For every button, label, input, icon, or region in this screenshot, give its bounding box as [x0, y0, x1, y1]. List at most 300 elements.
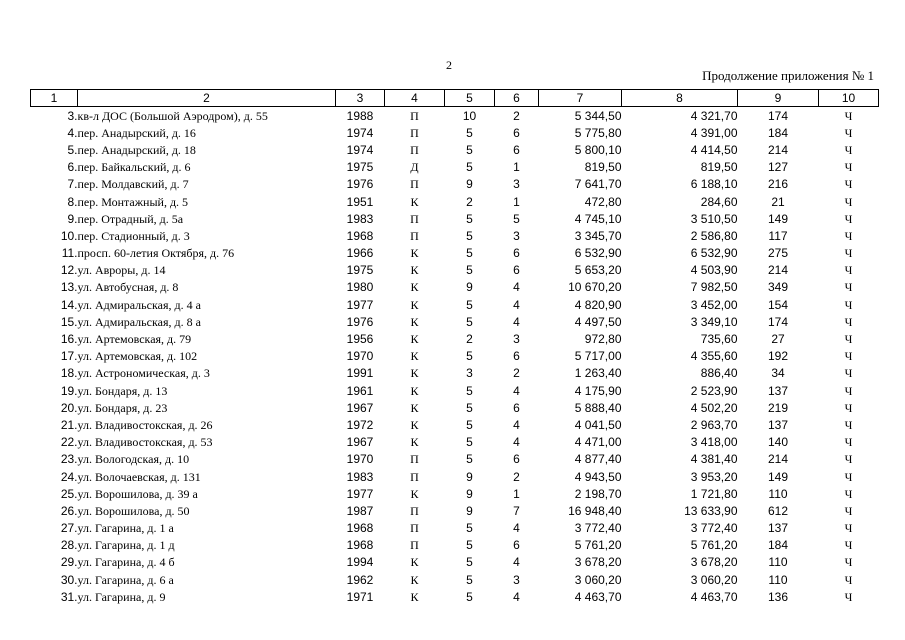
cell-apartments: 110	[768, 572, 788, 587]
table-row	[31, 348, 879, 365]
cell-total-area: 4 041,50	[574, 417, 622, 432]
cell-entrances: 6	[513, 349, 520, 364]
cell-apartments: 137	[767, 417, 789, 432]
cell-row-number: 19.	[60, 383, 78, 398]
table-row	[31, 399, 879, 416]
cell-address: ул. Гагарина, д. 1 д	[77, 538, 175, 553]
cell-row-number: 5.	[67, 142, 78, 157]
cell-wall-material: К	[410, 400, 419, 415]
cell-status: Ч	[844, 177, 853, 192]
cell-address: ул. Адмиральская, д. 8 а	[77, 314, 201, 329]
cell-status: Ч	[844, 486, 853, 501]
cell-entrances: 3	[513, 572, 520, 587]
cell-status: Ч	[844, 194, 853, 209]
cell-total-area: 5 344,50	[574, 108, 622, 123]
cell-address: пер. Монтажный, д. 5	[77, 194, 189, 209]
cell-address: ул. Бондаря, д. 23	[77, 400, 168, 415]
cell-status: Ч	[844, 228, 853, 243]
cell-address: пер. Отрадный, д. 5а	[77, 211, 184, 226]
cell-total-area: 4 745,10	[574, 211, 622, 226]
table-row	[31, 365, 879, 382]
cell-floors: 5	[466, 435, 473, 450]
cell-address: ул. Гагарина, д. 6 а	[77, 572, 174, 587]
cell-build-year: 1975	[346, 263, 374, 278]
table-row	[31, 416, 879, 433]
cell-floors: 5	[466, 452, 473, 467]
cell-row-number: 16.	[60, 332, 78, 347]
cell-wall-material: К	[410, 349, 419, 364]
column-header-7: 7	[539, 90, 622, 107]
cell-floors: 9	[466, 177, 473, 192]
cell-wall-material: К	[410, 332, 419, 347]
cell-address: просп. 60-летия Октября, д. 76	[77, 246, 235, 261]
cell-row-number: 31.	[60, 589, 78, 604]
cell-living-area: 3 349,10	[690, 314, 738, 329]
cell-entrances: 6	[513, 452, 520, 467]
table-row	[31, 296, 879, 313]
cell-row-number: 28.	[60, 538, 78, 553]
cell-wall-material: П	[410, 108, 419, 123]
cell-status: Ч	[844, 417, 853, 432]
cell-wall-material: П	[410, 469, 419, 484]
header-row	[31, 90, 879, 107]
column-header-5: 5	[445, 90, 495, 107]
cell-address: ул. Волочаевская, д. 131	[77, 469, 201, 484]
cell-row-number: 13.	[60, 280, 78, 295]
cell-apartments: 275	[767, 246, 789, 261]
cell-entrances: 6	[513, 246, 520, 261]
cell-status: Ч	[844, 297, 853, 312]
cell-wall-material: П	[410, 177, 419, 192]
cell-floors: 9	[466, 486, 473, 501]
cell-address: пер. Байкальский, д. 6	[77, 160, 191, 175]
cell-status: Ч	[844, 246, 853, 261]
table-row	[31, 159, 879, 176]
cell-status: Ч	[844, 572, 853, 587]
cell-total-area: 4 943,50	[574, 469, 622, 484]
cell-row-number: 8.	[67, 194, 78, 209]
cell-floors: 5	[466, 521, 473, 536]
cell-apartments: 174	[767, 314, 789, 329]
cell-total-area: 5 800,10	[574, 142, 622, 157]
cell-wall-material: К	[410, 263, 419, 278]
cell-total-area: 4 463,70	[574, 589, 622, 604]
cell-build-year: 1971	[346, 589, 374, 604]
cell-address: ул. Автобусная, д. 8	[77, 280, 179, 295]
cell-status: Ч	[844, 108, 853, 123]
cell-living-area: 886,40	[700, 366, 738, 381]
cell-address: ул. Владивостокская, д. 26	[77, 417, 213, 432]
cell-build-year: 1951	[346, 194, 374, 209]
cell-entrances: 4	[513, 417, 520, 432]
cell-total-area: 4 471,00	[574, 435, 622, 450]
appendix-continuation-label: Продолжение приложения № 1	[702, 68, 874, 83]
cell-floors: 5	[466, 297, 473, 312]
table-row	[31, 279, 879, 296]
cell-status: Ч	[844, 314, 853, 329]
table-row	[31, 502, 879, 519]
cell-living-area: 3 953,20	[690, 469, 738, 484]
cell-wall-material: П	[410, 452, 419, 467]
cell-row-number: 3.	[67, 108, 78, 123]
cell-address: ул. Адмиральская, д. 4 а	[77, 297, 201, 312]
cell-total-area: 4 497,50	[574, 314, 622, 329]
table-row	[31, 382, 879, 399]
cell-wall-material: К	[410, 486, 419, 501]
cell-apartments: 136	[767, 589, 789, 604]
cell-apartments: 34	[771, 366, 785, 381]
cell-living-area: 3 060,20	[690, 572, 738, 587]
housing-table	[30, 89, 879, 605]
cell-entrances: 4	[513, 383, 520, 398]
cell-wall-material: К	[410, 246, 419, 261]
cell-total-area: 972,80	[584, 332, 622, 347]
cell-build-year: 1976	[346, 314, 374, 329]
cell-floors: 5	[466, 314, 473, 329]
cell-living-area: 3 678,20	[690, 555, 738, 570]
cell-total-area: 3 060,20	[574, 572, 622, 587]
cell-living-area: 6 532,90	[690, 246, 738, 261]
cell-living-area: 4 414,50	[690, 142, 738, 157]
cell-wall-material: К	[410, 314, 419, 329]
cell-status: Ч	[844, 125, 853, 140]
cell-address: ул. Вологодская, д. 10	[77, 452, 190, 467]
cell-build-year: 1974	[346, 125, 374, 140]
cell-total-area: 5 717,00	[574, 349, 622, 364]
cell-status: Ч	[844, 263, 853, 278]
cell-total-area: 1 263,40	[574, 366, 622, 381]
cell-floors: 5	[466, 555, 473, 570]
cell-status: Ч	[844, 589, 853, 604]
column-header-3: 3	[336, 90, 385, 107]
cell-row-number: 22.	[60, 435, 78, 450]
cell-wall-material: К	[410, 280, 419, 295]
cell-living-area: 13 633,90	[684, 503, 738, 518]
cell-entrances: 4	[513, 435, 520, 450]
cell-build-year: 1968	[346, 228, 374, 243]
cell-total-area: 10 670,20	[568, 280, 622, 295]
cell-entrances: 6	[513, 263, 520, 278]
cell-wall-material: П	[410, 211, 419, 226]
cell-status: Ч	[844, 435, 853, 450]
cell-apartments: 149	[767, 211, 789, 226]
cell-floors: 5	[466, 263, 473, 278]
cell-apartments: 214	[767, 263, 789, 278]
cell-apartments: 219	[767, 400, 789, 415]
column-header-2: 2	[78, 90, 336, 107]
cell-total-area: 5 888,40	[574, 400, 622, 415]
cell-build-year: 1970	[346, 349, 374, 364]
cell-address: ул. Артемовская, д. 102	[77, 349, 198, 364]
cell-row-number: 9.	[67, 211, 78, 226]
cell-apartments: 214	[767, 142, 789, 157]
cell-total-area: 5 761,20	[574, 538, 622, 553]
cell-floors: 5	[466, 349, 473, 364]
table-body	[31, 107, 879, 606]
cell-wall-material: П	[410, 142, 419, 157]
cell-living-area: 4 503,90	[690, 263, 738, 278]
cell-address: пер. Стадионный, д. 3	[77, 228, 190, 243]
column-header-4: 4	[385, 90, 445, 107]
cell-apartments: 27	[771, 332, 785, 347]
cell-row-number: 24.	[60, 469, 78, 484]
cell-wall-material: К	[410, 366, 419, 381]
cell-total-area: 3 772,40	[574, 521, 622, 536]
cell-living-area: 4 502,20	[690, 400, 738, 415]
cell-floors: 5	[466, 383, 473, 398]
cell-build-year: 1977	[346, 297, 374, 312]
table-row	[31, 451, 879, 468]
cell-floors: 5	[466, 400, 473, 415]
cell-living-area: 2 586,80	[690, 228, 738, 243]
cell-apartments: 110	[768, 555, 788, 570]
cell-total-area: 3 345,70	[574, 228, 622, 243]
cell-living-area: 4 391,00	[690, 125, 738, 140]
cell-address: пер. Молдавский, д. 7	[77, 177, 189, 192]
cell-wall-material: П	[410, 521, 419, 536]
cell-entrances: 7	[513, 503, 520, 518]
cell-status: Ч	[844, 366, 853, 381]
page-number: 2	[446, 58, 452, 72]
cell-wall-material: К	[410, 555, 419, 570]
table-row	[31, 434, 879, 451]
cell-status: Ч	[844, 400, 853, 415]
cell-build-year: 1962	[346, 572, 374, 587]
cell-apartments: 117	[768, 228, 788, 243]
cell-status: Ч	[844, 503, 853, 518]
cell-status: Ч	[844, 349, 853, 364]
cell-build-year: 1975	[346, 160, 374, 175]
cell-build-year: 1980	[346, 280, 374, 295]
cell-entrances: 3	[513, 177, 520, 192]
cell-row-number: 14.	[60, 297, 78, 312]
cell-apartments: 612	[767, 503, 789, 518]
cell-entrances: 1	[513, 160, 520, 175]
cell-row-number: 17.	[60, 349, 78, 364]
cell-living-area: 4 463,70	[690, 589, 738, 604]
cell-entrances: 5	[513, 211, 520, 226]
table-row	[31, 124, 879, 141]
cell-living-area: 5 761,20	[690, 538, 738, 553]
cell-build-year: 1970	[346, 452, 374, 467]
cell-build-year: 1988	[346, 108, 374, 123]
cell-row-number: 25.	[60, 486, 78, 501]
cell-address: пер. Анадырский, д. 18	[77, 142, 196, 157]
cell-total-area: 4 820,90	[574, 297, 622, 312]
cell-living-area: 4 381,40	[690, 452, 738, 467]
table-row	[31, 520, 879, 537]
cell-living-area: 6 188,10	[690, 177, 738, 192]
cell-address: ул. Авроры, д. 14	[77, 263, 166, 278]
cell-living-area: 1 721,80	[690, 486, 738, 501]
table-row	[31, 193, 879, 210]
cell-entrances: 2	[513, 108, 520, 123]
cell-living-area: 4 321,70	[690, 108, 738, 123]
cell-total-area: 3 678,20	[574, 555, 622, 570]
cell-address: ул. Астрономическая, д. 3	[77, 366, 210, 381]
cell-status: Ч	[844, 521, 853, 536]
cell-status: Ч	[844, 332, 853, 347]
cell-address: ул. Гагарина, д. 4 б	[77, 555, 175, 570]
table-row	[31, 468, 879, 485]
cell-apartments: 21	[771, 194, 785, 209]
cell-apartments: 174	[767, 108, 789, 123]
cell-floors: 5	[466, 160, 473, 175]
cell-apartments: 137	[767, 521, 789, 536]
cell-row-number: 4.	[67, 125, 78, 140]
cell-floors: 5	[466, 417, 473, 432]
cell-row-number: 11.	[61, 246, 78, 261]
cell-floors: 5	[466, 538, 473, 553]
table-row	[31, 141, 879, 158]
cell-address: ул. Ворошилова, д. 39 а	[77, 486, 198, 501]
cell-total-area: 16 948,40	[568, 503, 622, 518]
cell-build-year: 1994	[346, 555, 374, 570]
cell-entrances: 1	[513, 486, 520, 501]
cell-total-area: 472,80	[584, 194, 622, 209]
cell-build-year: 1976	[346, 177, 374, 192]
cell-entrances: 3	[513, 228, 520, 243]
cell-floors: 5	[466, 142, 473, 157]
cell-entrances: 2	[513, 469, 520, 484]
cell-row-number: 27.	[60, 521, 78, 536]
cell-row-number: 21.	[60, 417, 78, 432]
column-header-1: 1	[31, 90, 78, 107]
cell-status: Ч	[844, 383, 853, 398]
cell-living-area: 3 510,50	[690, 211, 738, 226]
cell-floors: 5	[466, 589, 473, 604]
cell-entrances: 4	[513, 297, 520, 312]
cell-apartments: 149	[767, 469, 789, 484]
cell-address: пер. Анадырский, д. 16	[77, 125, 196, 140]
cell-row-number: 29.	[60, 555, 78, 570]
cell-floors: 5	[466, 228, 473, 243]
cell-wall-material: К	[410, 589, 419, 604]
cell-apartments: 349	[767, 280, 789, 295]
cell-build-year: 1967	[346, 435, 374, 450]
cell-total-area: 6 532,90	[574, 246, 622, 261]
cell-floors: 2	[466, 194, 473, 209]
cell-build-year: 1983	[346, 469, 374, 484]
cell-row-number: 26.	[60, 503, 78, 518]
cell-apartments: 137	[767, 383, 789, 398]
cell-wall-material: К	[410, 417, 419, 432]
cell-row-number: 30.	[60, 572, 78, 587]
cell-floors: 10	[462, 108, 477, 123]
cell-entrances: 1	[513, 194, 520, 209]
cell-build-year: 1977	[346, 486, 374, 501]
cell-total-area: 7 641,70	[574, 177, 622, 192]
cell-apartments: 110	[768, 486, 788, 501]
cell-apartments: 184	[767, 538, 789, 553]
cell-floors: 9	[466, 503, 473, 518]
cell-status: Ч	[844, 452, 853, 467]
cell-total-area: 4 877,40	[574, 452, 622, 467]
cell-status: Ч	[844, 142, 853, 157]
table-row	[31, 537, 879, 554]
cell-floors: 2	[466, 332, 473, 347]
table-row	[31, 210, 879, 227]
cell-build-year: 1987	[346, 503, 374, 518]
cell-build-year: 1991	[346, 366, 374, 381]
cell-entrances: 6	[513, 125, 520, 140]
cell-floors: 5	[466, 246, 473, 261]
cell-build-year: 1961	[346, 383, 374, 398]
cell-wall-material: П	[410, 228, 419, 243]
cell-entrances: 4	[513, 521, 520, 536]
cell-wall-material: К	[410, 435, 419, 450]
cell-total-area: 4 175,90	[574, 383, 622, 398]
cell-row-number: 7.	[67, 177, 78, 192]
cell-entrances: 4	[513, 280, 520, 295]
cell-address: ул. Гагарина, д. 9	[77, 589, 166, 604]
cell-apartments: 214	[767, 452, 789, 467]
cell-living-area: 3 772,40	[690, 521, 738, 536]
cell-build-year: 1983	[346, 211, 374, 226]
cell-apartments: 154	[767, 297, 789, 312]
cell-entrances: 4	[513, 589, 520, 604]
cell-wall-material: К	[410, 194, 419, 209]
table-row	[31, 485, 879, 502]
table-row	[31, 588, 879, 605]
cell-apartments: 192	[767, 349, 789, 364]
table-row	[31, 245, 879, 262]
cell-living-area: 2 523,90	[690, 383, 738, 398]
cell-address: кв-л ДОС (Большой Аэродром), д. 55	[77, 108, 268, 123]
table-row	[31, 262, 879, 279]
column-header-8: 8	[622, 90, 738, 107]
cell-status: Ч	[844, 538, 853, 553]
cell-entrances: 6	[513, 400, 520, 415]
table-row	[31, 227, 879, 244]
cell-build-year: 1956	[346, 332, 374, 347]
cell-floors: 5	[466, 125, 473, 140]
cell-entrances: 2	[513, 366, 520, 381]
cell-build-year: 1968	[346, 521, 374, 536]
cell-wall-material: П	[410, 503, 419, 518]
table-row	[31, 571, 879, 588]
cell-entrances: 6	[513, 142, 520, 157]
cell-wall-material: К	[410, 297, 419, 312]
cell-floors: 3	[466, 366, 473, 381]
cell-apartments: 140	[767, 435, 789, 450]
cell-living-area: 819,50	[700, 160, 738, 175]
cell-apartments: 127	[767, 160, 789, 175]
cell-status: Ч	[844, 555, 853, 570]
cell-living-area: 2 963,70	[690, 417, 738, 432]
cell-floors: 9	[466, 469, 473, 484]
table-row	[31, 176, 879, 193]
cell-floors: 9	[466, 280, 473, 295]
cell-status: Ч	[844, 211, 853, 226]
cell-floors: 5	[466, 572, 473, 587]
table-row	[31, 330, 879, 347]
cell-row-number: 18.	[60, 366, 78, 381]
cell-address: ул. Владивостокская, д. 53	[77, 435, 213, 450]
cell-living-area: 735,60	[700, 332, 738, 347]
cell-floors: 5	[466, 211, 473, 226]
cell-row-number: 6.	[67, 160, 78, 175]
cell-row-number: 10.	[60, 228, 78, 243]
cell-total-area: 5 775,80	[574, 125, 622, 140]
cell-wall-material: Д	[410, 160, 419, 175]
cell-status: Ч	[844, 280, 853, 295]
cell-living-area: 3 452,00	[690, 297, 738, 312]
column-header-9: 9	[738, 90, 819, 107]
cell-address: ул. Бондаря, д. 13	[77, 383, 168, 398]
cell-row-number: 15.	[60, 314, 78, 329]
cell-entrances: 6	[513, 538, 520, 553]
